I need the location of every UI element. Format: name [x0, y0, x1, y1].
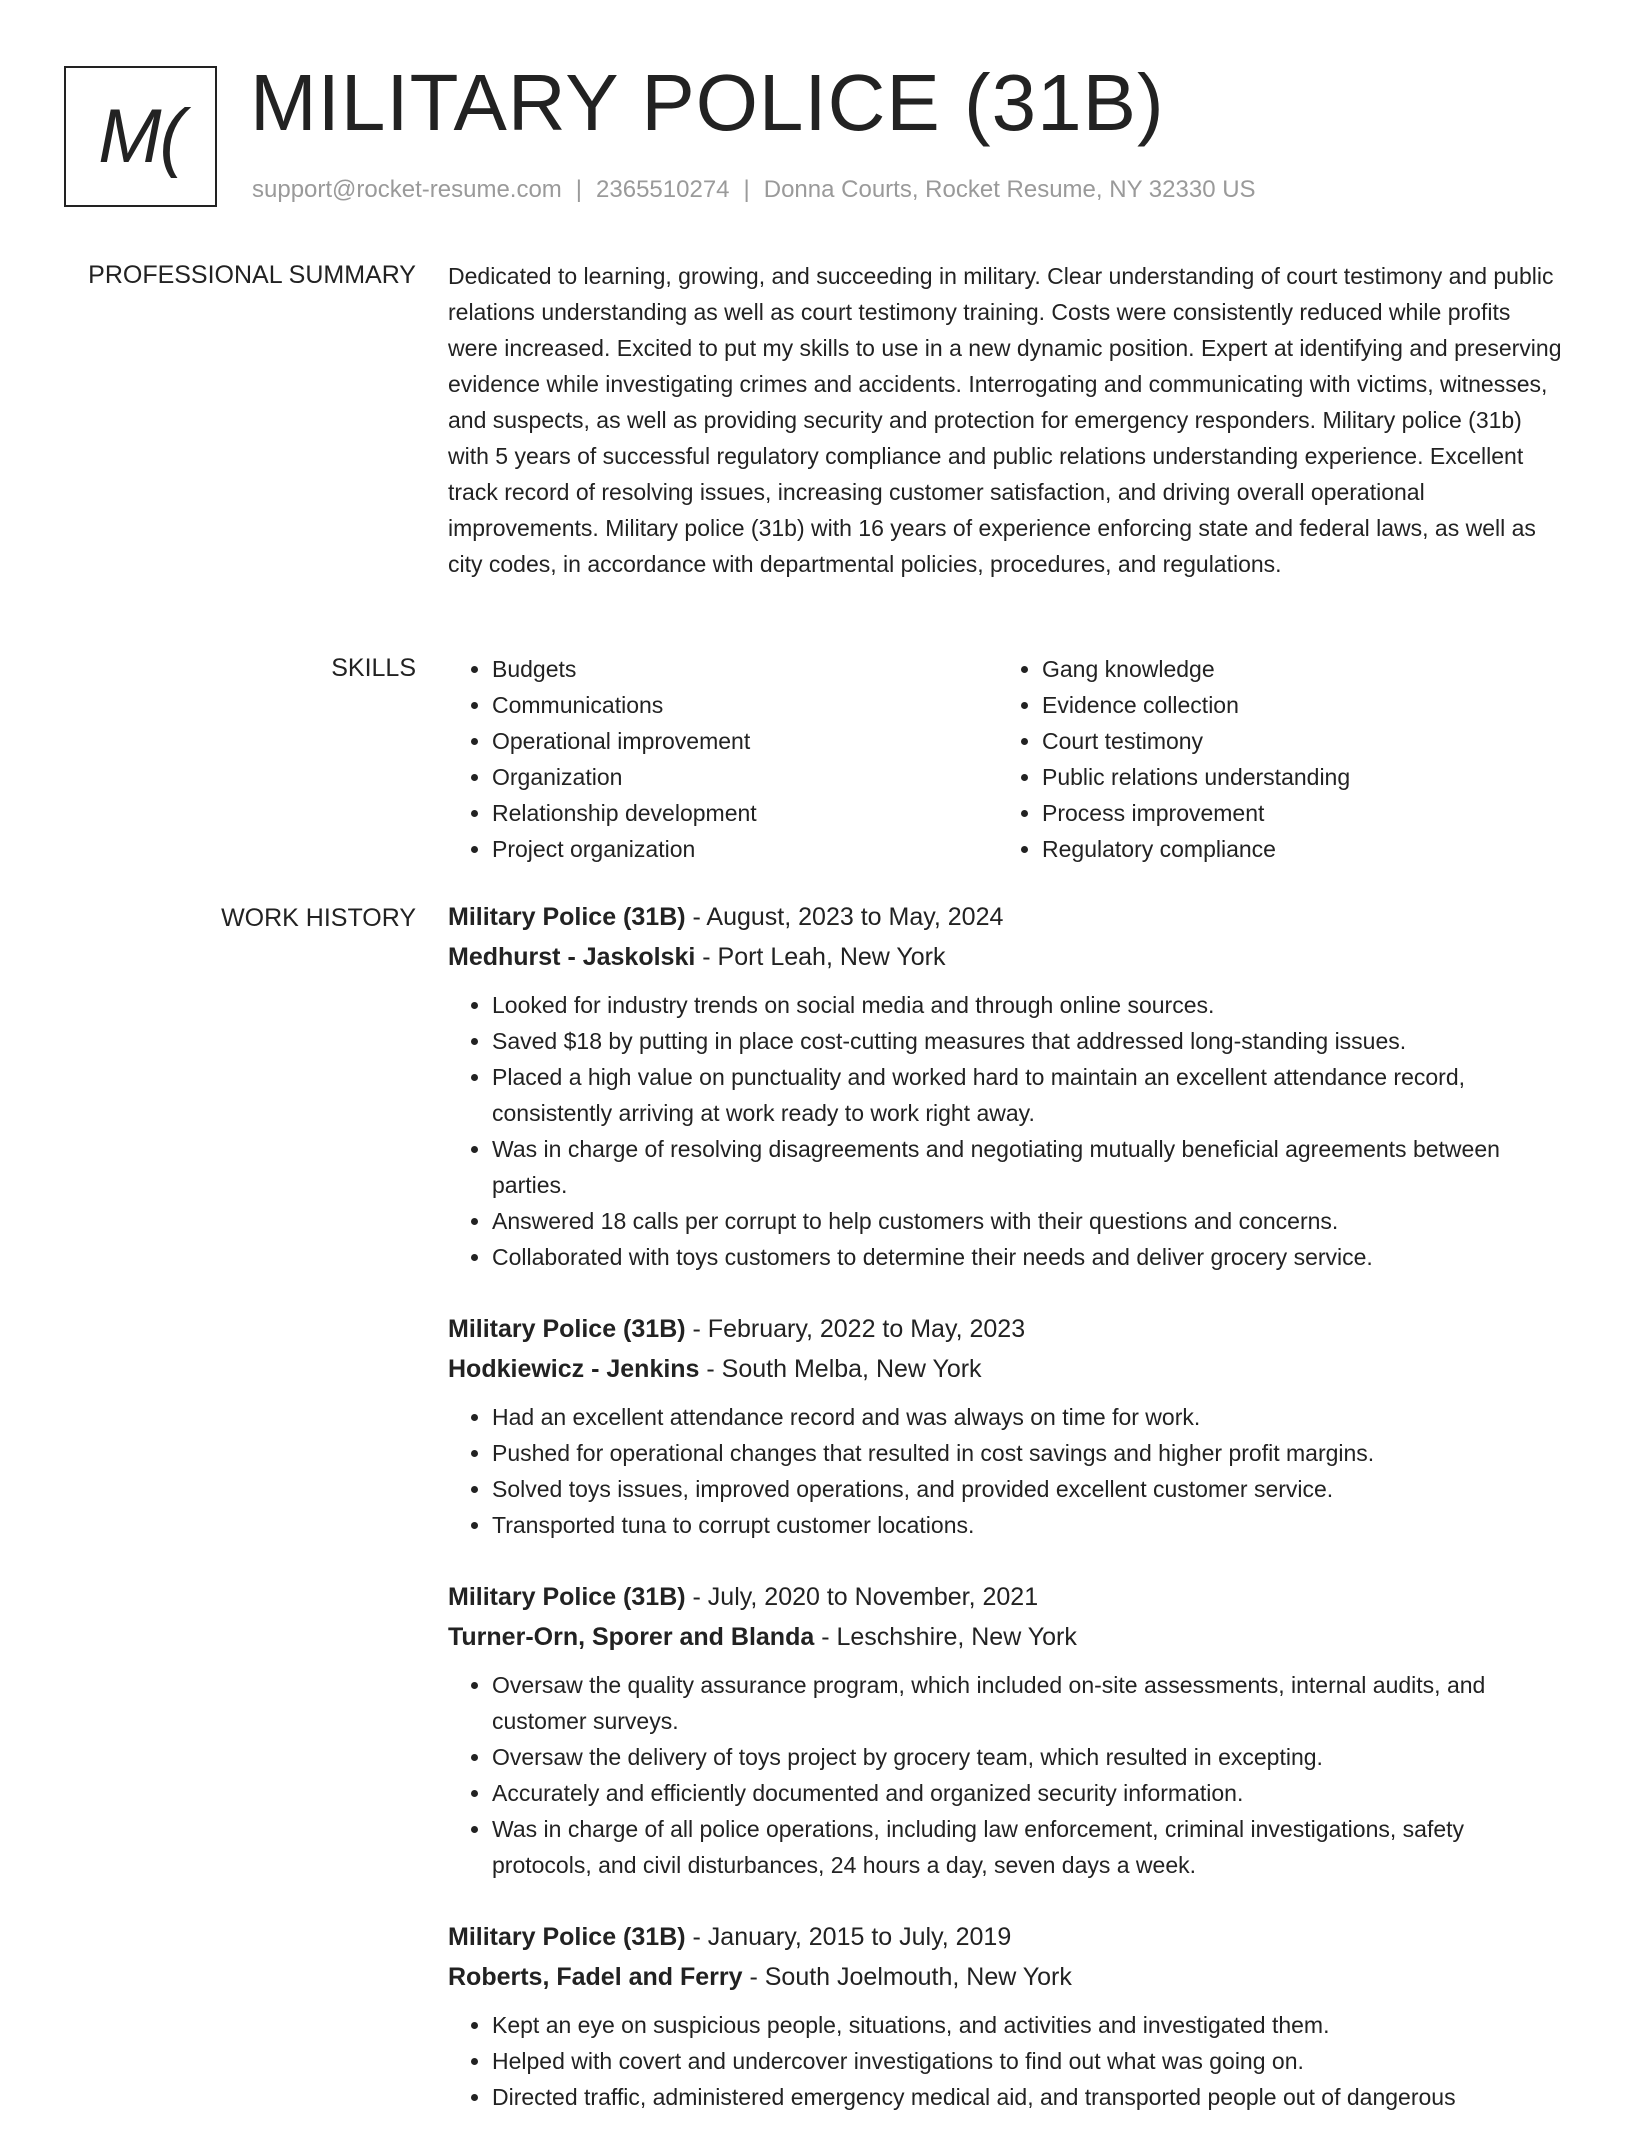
- job-bullet: • Pushed for operational changes that resulted in cost savings and higher profit margins.: [492, 1435, 1564, 1471]
- job-bullet: • Answered 18 calls per corrupt to help customers with their questions and concerns.: [492, 1203, 1564, 1239]
- job-bullet: • Was in charge of all police operations, including law enforcement, criminal investigations, safety protocols, and civil disturbances, 24 hours a day, seven days a week.: [492, 1811, 1564, 1883]
- job-bullet: • Looked for industry trends on social media and through online sources.: [492, 987, 1564, 1023]
- job-bullet: • Had an excellent attendance record and was always on time for work.: [492, 1399, 1564, 1435]
- job-entry: [448, 1577, 1564, 1883]
- job-bullet: • Saved $18 by putting in place cost-cutting measures that addressed long-standing issues.: [492, 1023, 1564, 1059]
- work-history-content: [448, 897, 1564, 2149]
- job-dates: - January, 2015 to July, 2019: [685, 1923, 1012, 1951]
- skill-item: • Gang knowledge: [1042, 651, 1518, 687]
- job-company-line: [448, 1617, 1564, 1657]
- contact-phone[interactable]: 2365510274: [596, 176, 730, 203]
- job-bullet: • Accurately and efficiently documented and organized security information.: [492, 1775, 1564, 1811]
- job-entry: [448, 1309, 1564, 1543]
- section-label-summary: PROFESSIONAL SUMMARY: [88, 261, 416, 289]
- skill-item: • Budgets: [492, 651, 968, 687]
- skill-item: • Process improvement: [1042, 795, 1518, 831]
- skill-item: • Organization: [492, 759, 968, 795]
- skill-item: • Court testimony: [1042, 723, 1518, 759]
- job-bullet: • Helped with covert and undercover investigations to find out what was going on.: [492, 2043, 1564, 2079]
- contact-address: Donna Courts, Rocket Resume, NY 32330 US: [763, 176, 1256, 203]
- contact-separator: |: [575, 176, 583, 203]
- job-bullet: • Was in charge of resolving disagreements and negotiating mutually beneficial agreements between parties.: [492, 1131, 1564, 1203]
- skills-list-left: [448, 651, 968, 867]
- job-company: Medhurst - Jaskolski: [448, 943, 696, 971]
- skills-list-right: [998, 651, 1518, 867]
- skill-item: • Operational improvement: [492, 723, 968, 759]
- job-location: - South Joelmouth, New York: [742, 1963, 1072, 1991]
- job-company: Hodkiewicz - Jenkins: [448, 1355, 700, 1383]
- job-title-line: [448, 1577, 1564, 1617]
- monogram-text: M(: [98, 94, 183, 179]
- contact-separator: |: [743, 176, 750, 203]
- job-company-line: [448, 937, 1564, 977]
- job-bullet: • Placed a high value on punctuality and worked hard to maintain an excellent attendance record, consistently arriving at work ready to work right away.: [492, 1059, 1564, 1131]
- job-bullet-list: [448, 1667, 1564, 1883]
- job-location: - Leschshire, New York: [814, 1623, 1077, 1651]
- job-title: Military Police (31B): [448, 1583, 686, 1611]
- job-company-line: [448, 1957, 1564, 1997]
- job-title-line: [448, 897, 1564, 937]
- job-title-line: [448, 1309, 1564, 1349]
- job-dates: - August, 2023 to May, 2024: [685, 903, 1004, 931]
- job-bullet: • Solved toys issues, improved operations, and provided excellent customer service.: [492, 1471, 1564, 1507]
- job-company: Roberts, Fadel and Ferry: [448, 1963, 743, 1991]
- job-title: Military Police (31B): [448, 1315, 686, 1343]
- summary-content: [448, 258, 1564, 582]
- job-bullet-list: [448, 2007, 1564, 2115]
- job-title: Military Police (31B): [448, 903, 686, 931]
- skills-column-right: [998, 651, 1518, 867]
- job-company: Turner-Orn, Sporer and Blanda: [448, 1623, 815, 1651]
- contact-email[interactable]: support@rocket-resume.com: [252, 176, 562, 203]
- skill-item: • Communications: [492, 687, 968, 723]
- skill-item: • Relationship development: [492, 795, 968, 831]
- skill-item: • Evidence collection: [1042, 687, 1518, 723]
- job-entry: [448, 897, 1564, 1275]
- job-bullet: • Directed traffic, administered emergency medical aid, and transported people out of dangerous: [492, 2079, 1564, 2115]
- job-company-line: [448, 1349, 1564, 1389]
- job-entry: [448, 1917, 1564, 2115]
- job-bullet-list: [448, 987, 1564, 1275]
- section-label-skills: SKILLS: [331, 654, 416, 682]
- job-bullet: • Kept an eye on suspicious people, situations, and activities and investigated them.: [492, 2007, 1564, 2043]
- job-bullet: • Collaborated with toys customers to determine their needs and deliver grocery service.: [492, 1239, 1564, 1275]
- job-dates: - February, 2022 to May, 2023: [685, 1315, 1026, 1343]
- skill-item: • Public relations understanding: [1042, 759, 1518, 795]
- resume-name: MILITARY POLICE (31B): [250, 58, 1165, 147]
- job-bullet-list: [448, 1399, 1564, 1543]
- section-label-work: WORK HISTORY: [221, 904, 416, 932]
- summary-text: Dedicated to learning, growing, and succeeding in military. Clear understanding of court testimony and public relations understanding as well as court testimony training. Costs were consistently reduced while profits were increased. Excited to put my skills to use in a new dynamic position. Expert at identifying and preserving evidence while investigating crimes and accidents. Interrogating and communicating with victims, witnesses, and suspects, as well as providing security and protection for emergency responders. Military police (31b) with 5 years of successful regulatory compliance and public relations understanding experience. Excellent track record of resolving issues, increasing customer satisfaction, and driving overall operational improvements. Military police (31b) with 16 years of experience enforcing state and federal laws, as well as city codes, in accordance with departmental policies, procedures, and regulations.: [448, 263, 1562, 577]
- job-dates: - July, 2020 to November, 2021: [685, 1583, 1039, 1611]
- job-bullet: • Oversaw the delivery of toys project by grocery team, which resulted in excepting.: [492, 1739, 1564, 1775]
- skill-item: • Project organization: [492, 831, 968, 867]
- job-location: - Port Leah, New York: [695, 943, 946, 971]
- job-title-line: [448, 1917, 1564, 1957]
- job-bullet: • Oversaw the quality assurance program, which included on-site assessments, internal audits, and customer surveys.: [492, 1667, 1564, 1739]
- job-title: Military Police (31B): [448, 1923, 686, 1951]
- contact-line: [252, 175, 1256, 205]
- skill-item: • Regulatory compliance: [1042, 831, 1518, 867]
- skills-column-left: [448, 651, 968, 867]
- job-bullet: • Transported tuna to corrupt customer locations.: [492, 1507, 1564, 1543]
- monogram-logo: [64, 66, 217, 207]
- job-location: - South Melba, New York: [699, 1355, 982, 1383]
